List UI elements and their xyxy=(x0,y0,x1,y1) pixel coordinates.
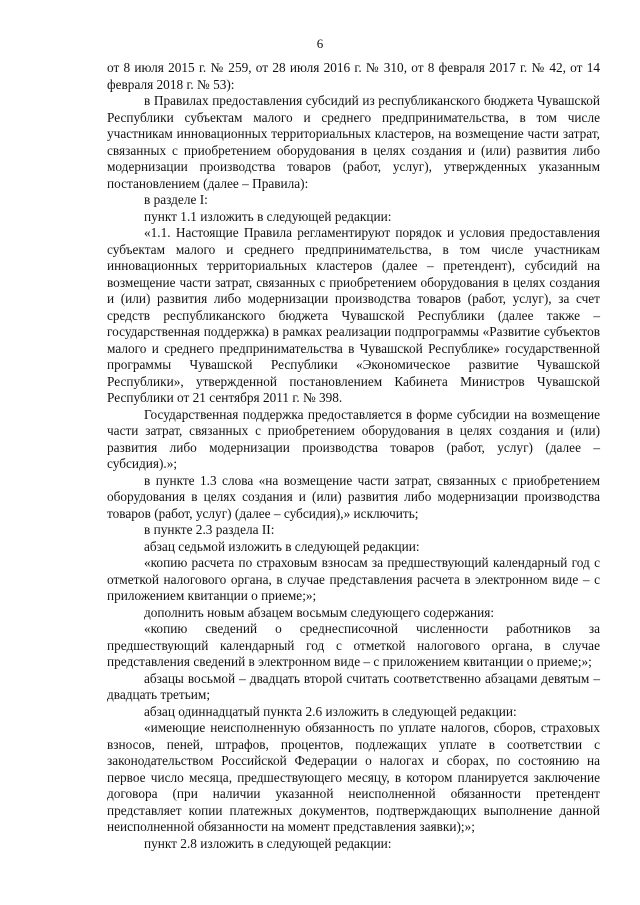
page-number: 6 xyxy=(316,36,324,51)
paragraph: «копию расчета по страховым взносам за предшествующий календарный год с отметкой налогового органа, в случае представления расчета в электронном виде – с приложением квитанции о приеме;»; xyxy=(107,555,600,603)
paragraph: абзац одиннадцатый пункта 2.6 изложить в следующей редакции: xyxy=(144,703,517,719)
paragraph: «1.1. Настоящие Правила регламентируют порядок и условия предоставления субъектам малого и среднего предпринимательства, в том числе участникам инновационных территориальных кластеров (далее – претендент), субсидий на возмещение части затрат, связанных с приобретением оборудования в целях создания и (или) развития либо модернизации производства товаров (работ, услуг), за счет средств республиканского бюджета Чувашской Республики (далее также – государственная поддержка) в рамках реализации подпрограммы «Развитие субъектов малого и среднего предпринимательства в Чувашской Республике» государственной программы Чувашской Республики «Экономическое развитие Чувашской Республики», утвержденной постановлением Кабинета Министров Чувашской Республики от 21 сентября 2011 г. № 398. xyxy=(107,225,600,405)
document-body xyxy=(107,60,600,852)
paragraph: «имеющие неисполненную обязанность по уплате налогов, сборов, страховых взносов, пеней, штрафов, процентов, подлежащих уплате в соответствии с законодательством Российской Федерации о налогах и сборах, по состоянию на первое число месяца, предшествующего месяцу, в котором планируется заключение договора (при наличии указанной неисполненной обязанности претендент представляет копии платежных документов, подтверждающих выполнение данной неисполненной обязанности на момент представления заявки);»; xyxy=(107,720,600,834)
paragraph: Государственная поддержка предоставляется в форме субсидии на возмещение части затрат, связанных с приобретением оборудования в целях создания и (или) развития либо модернизации производства товаров (работ, услуг) (далее – субсидия).»; xyxy=(107,406,600,471)
paragraph: от 8 июля 2015 г. № 259, от 28 июля 2016 г. № 310, от 8 февраля 2017 г. № 42, от 14 февраля 2018 г. № 53): xyxy=(107,60,600,92)
paragraph: в пункте 2.3 раздела II: xyxy=(144,522,275,537)
paragraph: в Правилах предоставления субсидий из республиканского бюджета Чувашской Республики субъектам малого и среднего предпринимательства, в том числе участникам инновационных территориальных кластеров, на возмещение части затрат, связанных с приобретением оборудования в целях создания и (или) развития либо модернизации производства товаров (работ, услуг), утвержденных указанным постановлением (далее – Правила): xyxy=(107,93,600,191)
paragraph: абзац седьмой изложить в следующей редакции: xyxy=(144,538,420,554)
paragraph: пункт 2.8 изложить в следующей редакции: xyxy=(144,835,392,851)
paragraph: абзацы восьмой – двадцать второй считать соответственно абзацами девятым – двадцать третьим; xyxy=(107,670,600,702)
paragraph: «копию сведений о среднесписочной численности работников за предшествующий календарный год с отметкой налогового органа, в случае представления сведений в электронном виде – с приложением квитанции о приеме;»; xyxy=(107,621,600,669)
paragraph: в разделе I: xyxy=(144,192,208,207)
paragraph: дополнить новым абзацем восьмым следующего содержания: xyxy=(144,604,495,620)
paragraph: пункт 1.1 изложить в следующей редакции: xyxy=(144,208,392,224)
paragraph: в пункте 1.3 слова «на возмещение части затрат, связанных с приобретением оборудования в целях создания и (или) развития либо модернизации производства товаров (работ, услуг) (далее – субсидия),» исключить; xyxy=(107,472,600,521)
